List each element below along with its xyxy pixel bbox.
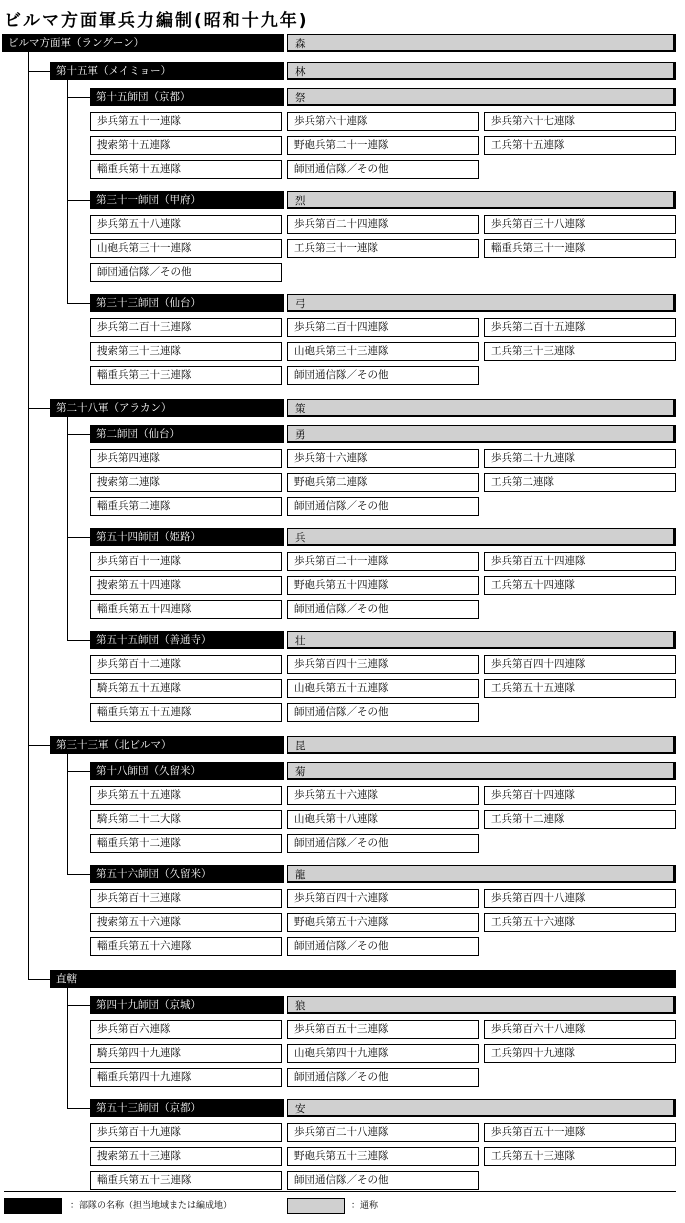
unit-cell: 師団通信隊／その他 [287,497,479,516]
unit-cell: 歩兵第百十九連隊 [90,1123,282,1142]
unit-cell: 歩兵第百四十三連隊 [287,655,479,674]
division-name: 第三十三師団（仙台） [90,294,284,312]
connector-line [28,979,50,980]
connector-line [28,745,50,746]
unit-cell: 騎兵第四十九連隊 [90,1044,282,1063]
unit-cell: 山砲兵第五十五連隊 [287,679,479,698]
separator-line [4,1191,676,1192]
connector-line [67,1005,90,1006]
army-name: 第二十八軍（アラカン） [50,399,284,417]
unit-cell: 山砲兵第四十九連隊 [287,1044,479,1063]
unit-cell: 歩兵第百五十三連隊 [287,1020,479,1039]
unit-cell: 師団通信隊／その他 [287,366,479,385]
connector-line [67,874,90,875]
division-name: 第十五師団（京都） [90,88,284,106]
unit-cell: 歩兵第百六十八連隊 [484,1020,676,1039]
unit-cell: 師団通信隊／その他 [90,263,282,282]
unit-cell: 師団通信隊／その他 [287,937,479,956]
unit-cell: 師団通信隊／その他 [287,600,479,619]
unit-cell: 歩兵第二百十三連隊 [90,318,282,337]
division-name: 第三十一師団（甲府） [90,191,284,209]
unit-cell: 野砲兵第二連隊 [287,473,479,492]
unit-cell: 歩兵第百十四連隊 [484,786,676,805]
unit-cell: 歩兵第六十七連隊 [484,112,676,131]
unit-cell: 師団通信隊／その他 [287,1171,479,1190]
unit-cell: 歩兵第百四十八連隊 [484,889,676,908]
unit-cell: 師団通信隊／その他 [287,1068,479,1087]
unit-cell: 輜重兵第十二連隊 [90,834,282,853]
unit-cell: 工兵第五十三連隊 [484,1147,676,1166]
unit-cell: 捜索第二連隊 [90,473,282,492]
division-code: 壮 [287,631,676,649]
unit-cell: 輜重兵第二連隊 [90,497,282,516]
division-name: 第四十九師団（京城） [90,996,284,1014]
unit-cell: 歩兵第五十五連隊 [90,786,282,805]
army-group-code: 森 [287,34,676,52]
connector-line [28,71,50,72]
division-name: 第五十三師団（京都） [90,1099,284,1117]
unit-cell: 輜重兵第十五連隊 [90,160,282,179]
division-name: 第五十六師団（久留米） [90,865,284,883]
unit-cell: 捜索第五十六連隊 [90,913,282,932]
connector-line [67,988,68,1108]
unit-cell: 歩兵第百四十四連隊 [484,655,676,674]
army-group-name: ビルマ方面軍（ラングーン） [2,34,284,52]
connector-line [67,80,68,303]
army-code: 昆 [287,736,676,754]
division-name: 第十八師団（久留米） [90,762,284,780]
connector-line [67,771,90,772]
unit-cell: 歩兵第百五十一連隊 [484,1123,676,1142]
unit-cell: 山砲兵第三十三連隊 [287,342,479,361]
unit-cell: 輜重兵第五十四連隊 [90,600,282,619]
unit-cell: 工兵第五十四連隊 [484,576,676,595]
unit-cell: 野砲兵第二十一連隊 [287,136,479,155]
unit-cell: 歩兵第百十三連隊 [90,889,282,908]
unit-cell: 歩兵第五十八連隊 [90,215,282,234]
unit-cell: 師団通信隊／その他 [287,703,479,722]
connector-line [67,434,90,435]
legend-gray-label: ：通称 [351,1201,379,1211]
unit-cell: 歩兵第百十二連隊 [90,655,282,674]
connector-line [67,417,68,640]
unit-cell: 輜重兵第四十九連隊 [90,1068,282,1087]
unit-cell: 歩兵第百二十四連隊 [287,215,479,234]
unit-cell: 師団通信隊／その他 [287,834,479,853]
unit-cell: 山砲兵第十八連隊 [287,810,479,829]
unit-cell: 捜索第三十三連隊 [90,342,282,361]
unit-cell: 歩兵第百五十四連隊 [484,552,676,571]
unit-cell: 師団通信隊／その他 [287,160,479,179]
unit-cell: 野砲兵第五十六連隊 [287,913,479,932]
division-code: 菊 [287,762,676,780]
unit-cell: 歩兵第百十一連隊 [90,552,282,571]
army-bar [284,970,676,988]
unit-cell: 歩兵第二百十五連隊 [484,318,676,337]
army-code: 策 [287,399,676,417]
unit-cell: 捜索第五十三連隊 [90,1147,282,1166]
army-name: 直轄 [50,970,284,988]
unit-cell: 工兵第五十五連隊 [484,679,676,698]
unit-cell: 歩兵第五十一連隊 [90,112,282,131]
unit-cell: 騎兵第五十五連隊 [90,679,282,698]
division-code: 狼 [287,996,676,1014]
unit-cell: 工兵第三十一連隊 [287,239,479,258]
division-name: 第二師団（仙台） [90,425,284,443]
unit-cell: 輜重兵第五十三連隊 [90,1171,282,1190]
connector-line [67,537,90,538]
division-code: 勇 [287,425,676,443]
legend-black-label: ：部隊の名称（担当地域または編成地） [70,1201,233,1211]
army-name: 第十五軍（メイミョー） [50,62,284,80]
connector-line [67,640,90,641]
unit-cell: 歩兵第六十連隊 [287,112,479,131]
unit-cell: 捜索第五十四連隊 [90,576,282,595]
unit-cell: 野砲兵第五十三連隊 [287,1147,479,1166]
unit-cell: 野砲兵第五十四連隊 [287,576,479,595]
unit-cell: 歩兵第二百十四連隊 [287,318,479,337]
division-code: 龍 [287,865,676,883]
unit-cell: 工兵第十二連隊 [484,810,676,829]
army-name: 第三十三軍（北ビルマ） [50,736,284,754]
unit-cell: 歩兵第五十六連隊 [287,786,479,805]
unit-cell: 工兵第五十六連隊 [484,913,676,932]
connector-line [28,52,29,979]
connector-line [67,97,90,98]
division-code: 烈 [287,191,676,209]
division-name: 第五十四師団（姫路） [90,528,284,546]
connector-line [67,200,90,201]
page-title: ビルマ方面軍兵力編制(昭和十九年) [4,11,309,31]
connector-line [28,408,50,409]
unit-cell: 歩兵第百二十一連隊 [287,552,479,571]
connector-line [67,754,68,874]
unit-cell: 輜重兵第五十五連隊 [90,703,282,722]
unit-cell: 歩兵第百三十八連隊 [484,215,676,234]
division-code: 弓 [287,294,676,312]
division-code: 兵 [287,528,676,546]
unit-cell: 歩兵第四連隊 [90,449,282,468]
division-code: 安 [287,1099,676,1117]
legend-gray-swatch [287,1198,345,1214]
connector-line [67,1108,90,1109]
unit-cell: 歩兵第二十九連隊 [484,449,676,468]
unit-cell: 山砲兵第三十一連隊 [90,239,282,258]
army-code: 林 [287,62,676,80]
unit-cell: 工兵第二連隊 [484,473,676,492]
unit-cell: 輜重兵第三十一連隊 [484,239,676,258]
unit-cell: 工兵第三十三連隊 [484,342,676,361]
unit-cell: 歩兵第百四十六連隊 [287,889,479,908]
unit-cell: 輜重兵第三十三連隊 [90,366,282,385]
unit-cell: 輜重兵第五十六連隊 [90,937,282,956]
unit-cell: 工兵第四十九連隊 [484,1044,676,1063]
unit-cell: 歩兵第百二十八連隊 [287,1123,479,1142]
unit-cell: 捜索第十五連隊 [90,136,282,155]
unit-cell: 歩兵第百六連隊 [90,1020,282,1039]
connector-line [67,303,90,304]
unit-cell: 騎兵第二十二大隊 [90,810,282,829]
division-name: 第五十五師団（善通寺） [90,631,284,649]
unit-cell: 歩兵第十六連隊 [287,449,479,468]
legend-black-swatch [4,1198,62,1214]
division-code: 祭 [287,88,676,106]
unit-cell: 工兵第十五連隊 [484,136,676,155]
